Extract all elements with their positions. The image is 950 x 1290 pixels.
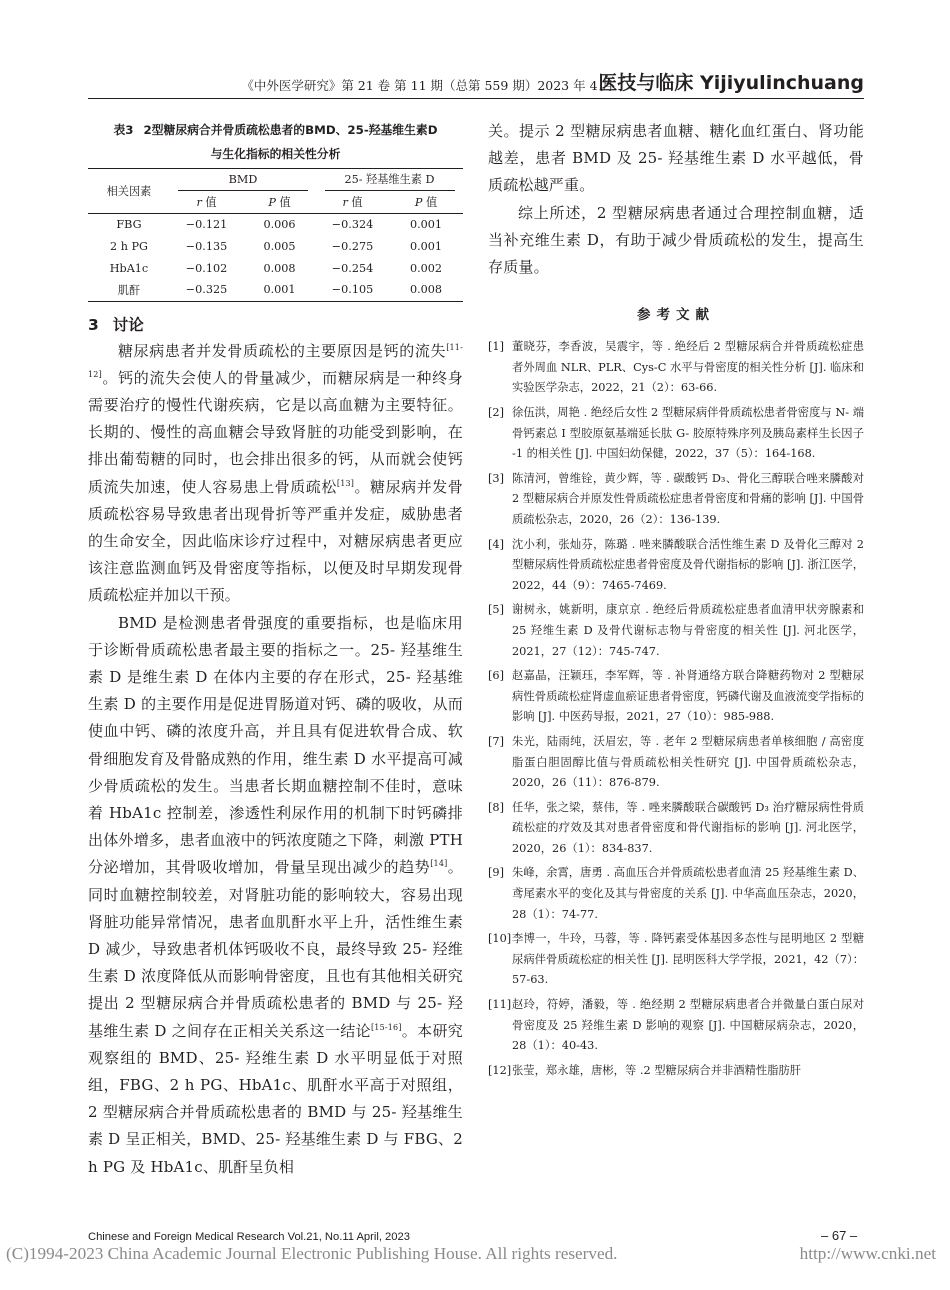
left-column	[88, 118, 463, 1181]
reference-item: [9] 朱峰，余霄，唐勇 . 高血压合并骨质疏松患者血清 25 羟基维生素 D、鸢尾素水平的变化及其与骨密度的关系 [J]. 中华高血压杂志，2020，28（1）：74-77.	[488, 866, 864, 921]
reference-list	[488, 337, 864, 1081]
reference-item: [6] 赵嘉晶，汪颖珏，李军辉，等 . 补肾通络方联合降糖药物对 2 型糖尿病性骨质疏松症肾虚血瘀证患者骨密度，钙磷代谢及血液流变学指标的影响 [J]. 中医药导报，2021，27（10）：985-988.	[488, 669, 864, 724]
reference-item: [5] 谢树永，姚新明，康京京 . 绝经后骨质疏松症患者血清甲状旁腺素和 25 羟维生素 D 及骨代谢标志物与骨密度的相关性 [J]. 河北医学，2021，27（12）：745-747.	[488, 603, 864, 658]
reference-item: [8] 任华，张之梁，蔡伟，等 . 唑来膦酸联合碳酸钙 D₃ 治疗糖尿病性骨质疏松症的疗效及其对患者骨密度和骨代谢指标的影响 [J]. 河北医学，2020，26（1）：834-837.	[488, 800, 864, 855]
discussion-paragraph-2-continued: 关。提示 2 型糖尿病患者血糖、糖化血红蛋白、肾功能越差，患者 BMD 及 25- 羟基维生素 D 水平越低，骨质疏松越严重。	[488, 122, 864, 195]
table-row	[88, 213, 463, 235]
citation[interactable]: [11-12]	[88, 342, 463, 379]
factor-cell: 2 h PG	[110, 239, 148, 253]
bmd-r-cell: −0.135	[185, 239, 228, 253]
journal-issue-info: 《中外医学研究》第 21 卷 第 11 期（总第 559 期）2023 年 4 月	[241, 78, 614, 93]
citation[interactable]: [13]	[336, 478, 355, 488]
copyright-watermark	[6, 1244, 944, 1264]
group-header-vitd: 25- 羟基维生素 D	[316, 169, 463, 192]
table-number: 表3	[113, 123, 134, 137]
cnki-link[interactable]: http://www.cnki.net	[799, 1244, 936, 1263]
journal-footer-english: Chinese and Foreign Medical Research Vol.21, No.11 April, 2023	[88, 1231, 410, 1243]
citation[interactable]: [14]	[430, 859, 448, 869]
col-header-bmd-p: P 值	[243, 191, 316, 213]
bmd-r-cell: −0.325	[170, 279, 243, 301]
group-header-bmd: BMD	[170, 169, 316, 192]
bmd-p-cell: 0.008	[263, 261, 296, 275]
bmd-p-cell: 0.005	[263, 239, 296, 253]
factor-cell: HbA1c	[109, 261, 149, 275]
col-header-bmd-r: r 值	[170, 191, 243, 213]
table-caption	[88, 118, 463, 166]
discussion-paragraph-2: BMD 是检测患者骨强度的重要指标，也是临床用于诊断骨质疏松患者最主要的指标之一。25- 羟基维生素 D 是维生素 D 在体内主要的存在形式，25- 羟基维生素 D 的主要作用是促进胃肠道对钙、磷的吸收，从而使血中钙、磷的浓度升高，并且具有促进软骨合成、软骨细胞发育及骨骼成熟的作用，维生素 D 水平提高可减少骨质疏松的发生。当患者长期血糖控制不佳时，意味着 HbA1c 控制差，渗透性利尿作用的机制下时钙磷排出体外增多，患者血液中的钙浓度随之下降，刺激 PTH 分泌增加，其骨吸收增加，骨量呈现出减少的趋势[14]。同时血糖控制较差，对肾脏功能的影响较大，容易出现肾脏功能异常情况，患者血肌酐水平上升，活性维生素 D 减少，导致患者机体钙吸收不良，最终导致 25- 羟维生素 D 浓度降低从而影响骨密度，且也有其他相关研究提出 2 型糖尿病合并骨质疏松患者的 BMD 与 25- 羟基维生素 D 之间存在正相关关系这一结论[15-16]。本研究观察组的 BMD、25- 羟维生素 D 水平明显低于对照组，FBG、2 h PG、HbA1c、肌酐水平高于对照组，2 型糖尿病合并骨质疏松患者的 BMD 与 25- 羟基维生素 D 呈正相关，BMD、25- 羟基维生素 D 与 FBG、2 h PG 及 HbA1c、肌酐呈负相	[88, 613, 464, 1176]
table-row	[88, 235, 463, 257]
page-number: – 67 –	[821, 1228, 858, 1243]
col-header-vitd-r: r 值	[316, 191, 389, 213]
reference-item: [1] 董晓芬，李香波，吴震宇，等 . 绝经后 2 型糖尿病合并骨质疏松症患者外周血 NLR、PLR、Cys-C 水平与骨密度的相关性分析 [J]. 临床和实验医学杂志，2022，21（2）：63-66.	[488, 340, 864, 395]
reference-item: [4] 沈小利，张灿芬，陈璐 . 唑来膦酸联合活性维生素 D 及骨化三醇对 2 型糖尿病性骨质疏松症患者骨密度及骨代谢指标的影响 [J]. 浙江医学，2022，44（9）：7465-7469.	[488, 537, 864, 592]
factor-cell: FBG	[116, 217, 142, 231]
bmd-p-cell: 0.001	[243, 279, 316, 301]
factor-cell: 肌酐	[88, 279, 170, 301]
table-title-line2: 与生化指标的相关性分析	[210, 147, 341, 161]
row-header: 相关因素	[88, 169, 170, 214]
running-head	[88, 66, 864, 96]
table-title-line1: 2型糖尿病合并骨质疏松患者的BMD、25-羟基维生素D	[143, 123, 438, 137]
bmd-r-cell: −0.121	[185, 217, 228, 231]
citation[interactable]: [15-16]	[370, 1022, 402, 1032]
discussion-paragraph-1: 糖尿病患者并发骨质疏松的主要原因是钙的流失[11-12]。钙的流失会使人的骨量减少，而糖尿病是一种终身需要治疗的慢性代谢疾病，它是以高血糖为主要特征。长期的、慢性的高血糖会导致肾脏的功能受到影响，在排出葡萄糖的同时，也会排出很多的钙，从而就会使钙质流失加速，使人容易患上骨质疏松[13]。糖尿病并发骨质疏松容易导致患者出现骨折等严重并发症，威胁患者的生命安全，因此临床诊疗过程中，对糖尿病患者更应该注意监测血钙及骨密度等指标，以便及时早期发现骨质疏松症并加以干预。	[88, 341, 464, 605]
col-header-vitd-p: P 值	[389, 191, 463, 213]
reference-item: [10] 李博一，牛玲，马蓉，等 . 降钙素受体基因多态性与昆明地区 2 型糖尿病伴骨质疏松症的相关性 [J]. 昆明医科大学学报，2021，42（7）：57-63.	[488, 932, 864, 987]
vitd-p-cell: 0.001	[409, 217, 443, 231]
header-rule	[88, 98, 864, 99]
reference-item: [2] 徐伍洪，周艳 . 绝经后女性 2 型糖尿病伴骨质疏松患者骨密度与 N- 端骨钙素总 Ⅰ 型胶原氨基端延长肽 G- 胶原特殊序列及胰岛素样生长因子 -1 的相关性 [J]. 中国妇幼保健，2022，37（5）：164-168.	[488, 406, 864, 461]
reference-item: [11] 赵玲，符婷，潘毅，等 . 绝经期 2 型糖尿病患者合并微量白蛋白尿对骨密度及 25 羟维生素 D 影响的观察 [J]. 中国糖尿病杂志，2020，28（1）：40-43.	[488, 998, 864, 1053]
vitd-p-cell: 0.008	[389, 279, 463, 301]
vitd-p-cell: 0.001	[409, 239, 443, 253]
vitd-r-cell: −0.275	[331, 239, 374, 253]
table-row	[88, 279, 463, 301]
section-title: 医技与临床 Yijiyulinchuang	[598, 72, 864, 94]
vitd-r-cell: −0.324	[331, 217, 374, 231]
conclusion-paragraph: 综上所述，2 型糖尿病患者通过合理控制血糖，适当补充维生素 D，有助于减少骨质疏松的发生，提高生存质量。	[488, 203, 864, 277]
vitd-p-cell: 0.002	[409, 261, 443, 275]
bmd-r-cell: −0.102	[185, 261, 228, 275]
reference-item: [12] 张莹，郑永雄，唐彬，等 .2 型糖尿病合并非酒精性脂肪肝	[488, 1063, 802, 1077]
table-row	[88, 257, 463, 279]
copyright-text: (C)1994-2023 China Academic Journal Electronic Publishing House. All rights reserved.	[6, 1244, 618, 1263]
section-heading-discussion: 3 讨论	[88, 315, 144, 334]
reference-item: [3] 陈清河，曾维铨，黄少辉，等 . 碳酸钙 D₃、骨化三醇联合唑来膦酸对 2 型糖尿病合并原发性骨质疏松症患者骨密度和骨痛的影响 [J]. 中国骨质疏松杂志，2020，26（2）：136-139.	[488, 471, 864, 526]
reference-item: [7] 朱光，陆雨纯，沃眉宏，等 . 老年 2 型糖尿病患者单核细胞 / 高密度脂蛋白胆固醇比值与骨质疏松相关性研究 [J]. 中国骨质疏松杂志，2020，26（11）：876-879.	[488, 734, 864, 790]
vitd-r-cell: −0.254	[331, 261, 374, 275]
correlation-table	[88, 168, 463, 302]
references-heading: 参考文献	[637, 307, 715, 324]
bmd-p-cell: 0.006	[263, 217, 296, 231]
vitd-r-cell: −0.105	[316, 279, 389, 301]
right-column	[488, 118, 864, 1085]
